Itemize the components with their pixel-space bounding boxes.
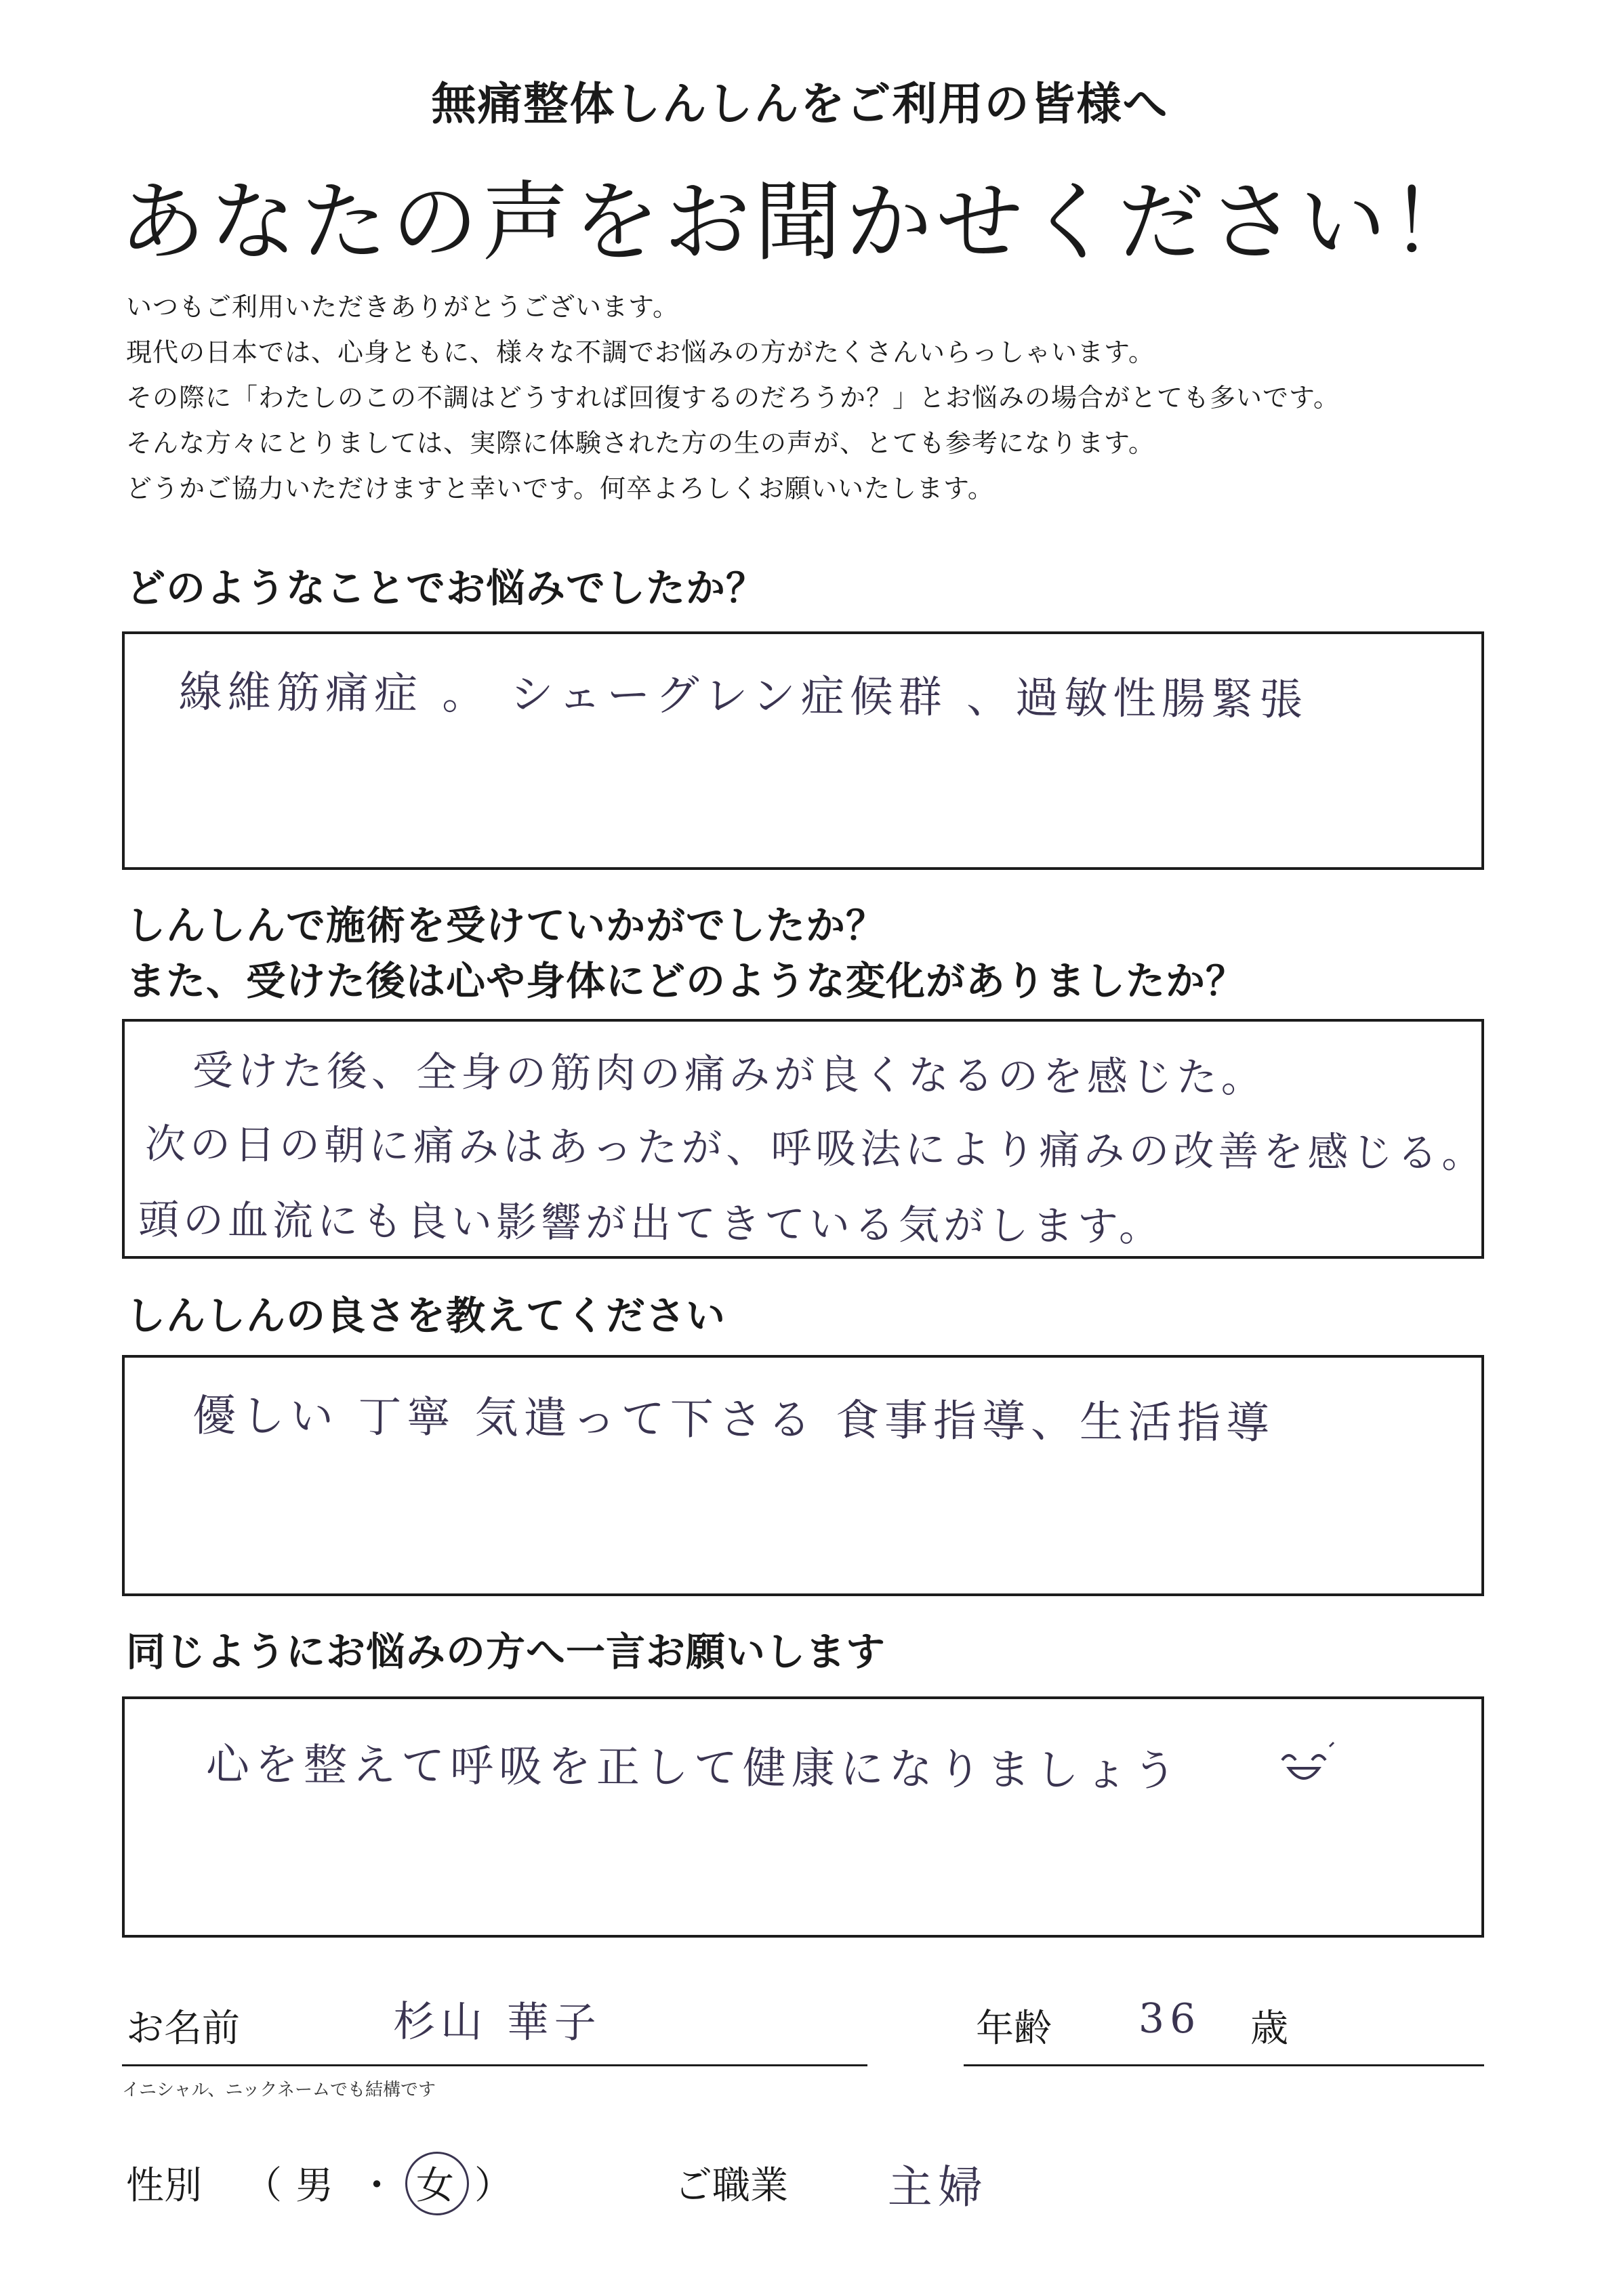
occupation-value: 主婦 [887, 2161, 989, 2214]
intro-line: そんな方々にとりましては、実際に体験された方の生の声が、とても参考になります。 [126, 428, 1155, 458]
gender-label: 性別 [126, 2164, 202, 2208]
form-title: あなたの声をお聞かせください！ [119, 172, 1481, 273]
question-4: 同じようにお悩みの方へ一言お願いします [126, 1629, 886, 1675]
intro-text [126, 285, 1481, 512]
age-unit: 歳 [1250, 2007, 1288, 2051]
handwritten-answer-3: 優しい 丁寧 気遣って下さる 食事指導、生活指導 [192, 1391, 1275, 1449]
age-label: 年齢 [976, 2007, 1052, 2051]
question-2-line-2: また、受けた後は心や身体にどのような変化がありましたか？ [126, 958, 1246, 1004]
answer-box-1 [122, 631, 1484, 870]
name-underline [122, 2064, 867, 2066]
handwritten-answer-2-line: 次の日の朝に痛みはあったが、呼吸法により痛みの改善を感じる。 [144, 1121, 1487, 1177]
smiley-doodle-icon [1277, 1741, 1338, 1789]
form-subtitle: 無痛整体しんしんをご利用の皆様へ [431, 78, 1169, 130]
question-1: どのようなことでお悩みでしたか？ [126, 565, 766, 611]
name-value: 杉山 華子 [392, 1996, 602, 2048]
answer-box-4 [122, 1696, 1484, 1938]
name-note: イニシャル、ニックネームでも結構です [122, 2080, 436, 2100]
question-2-line-1: しんしんで施術を受けていかがでしたか？ [126, 902, 886, 948]
gender-option-male: 男 [295, 2164, 333, 2208]
intro-line: その際に「わたしのこの不調はどうすれば回復するのだろうか？」とお悩みの場合がとても多いです。 [126, 383, 1340, 413]
intro-line: 現代の日本では、心身ともに、様々な不調でお悩みの方がたくさんいらっしゃいます。 [126, 337, 1155, 367]
intro-line: どうかご協力いただけますと幸いです。何卒よろしくお願いいたします。 [126, 474, 994, 503]
handwritten-answer-4: 心を整えて呼吸を正して健康になりましょう [205, 1739, 1183, 1797]
age-underline [964, 2064, 1484, 2066]
name-label: お名前 [126, 2007, 240, 2051]
gender-close-paren: ） [474, 2164, 512, 2208]
occupation-label: ご職業 [674, 2164, 788, 2208]
intro-line: いつもご利用いただきありがとうございます。 [126, 292, 679, 322]
gender-selected-circle [405, 2152, 469, 2215]
handwritten-answer-1: 線維筋痛症 。 シェーグレン症候群 、過敏性腸緊張 [178, 667, 1309, 726]
handwritten-answer-2-line: 頭の血流にも良い影響が出てきている気がします。 [138, 1196, 1164, 1251]
gender-separator: ・ [358, 2164, 396, 2208]
answer-box-3 [122, 1355, 1484, 1596]
age-value: 36 [1138, 1995, 1202, 2043]
gender-open-paren: （ [244, 2164, 282, 2208]
answer-box-2 [122, 1019, 1487, 1259]
gender-option-female: 女 [416, 2164, 454, 2208]
question-3: しんしんの良さを教えてください [126, 1293, 726, 1339]
handwritten-answer-2-line: 受けた後、全身の筋肉の痛みが良くなるのを感じた。 [192, 1047, 1267, 1102]
